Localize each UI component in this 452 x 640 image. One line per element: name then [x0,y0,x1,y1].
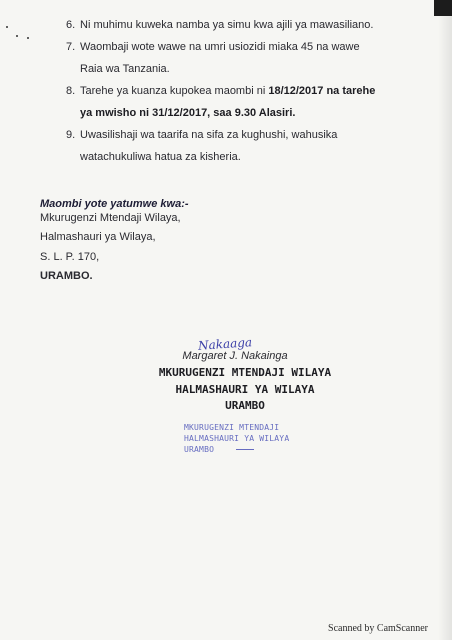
scan-edge-shadow [438,0,452,640]
list-item-8 [66,80,396,124]
scan-speck [27,37,29,39]
item-number: 6. [66,19,76,31]
stamp-line-1: MKURUGENZI MTENDAJI [184,423,280,432]
item-date-end: ya mwisho ni 31/12/2017, saa 9.30 Alasiri. [80,107,296,119]
scan-corner [434,0,452,16]
scan-speck [6,26,8,28]
address-line-3: S. L. P. 170, [40,251,100,263]
address-heading: Maombi yote yatumwe kwa:- [40,198,189,210]
item-text: Uwasilishaji wa taarifa na sifa za kughushi, wahusika [80,129,338,141]
item-date-start: 18/12/2017 na tarehe [268,85,376,97]
list-item-9 [66,124,396,168]
item-text-continued: Raia wa Tanzania. [80,63,170,75]
item-number: 8. [66,85,76,97]
list-item-7 [66,36,396,80]
item-number: 9. [66,129,76,141]
address-line-2: Halmashauri ya Wilaya, [40,231,156,243]
official-stamp [184,422,304,455]
signatory-name: Margaret J. Nakainga [182,350,288,362]
item-text: Tarehe ya kuanza kupokea maombi ni [80,85,269,97]
signatory-title-3: URAMBO [225,399,265,412]
item-text: Ni muhimu kuweka namba ya simu kwa ajili ya mawasiliano. [80,19,374,31]
item-text-continued: watachukuliwa hatua za kisheria. [80,151,241,163]
item-text: Waombaji wote wawe na umri usiozidi miaka 45 na wawe [80,41,360,53]
signatory-title-2: HALMASHAURI YA WILAYA [175,383,315,396]
stamp-rule [236,449,254,450]
signatory-title-1: MKURUGENZI MTENDAJI WILAYA [158,366,332,379]
address-line-4: URAMBO. [40,270,93,282]
scan-speck [16,35,18,37]
stamp-line-3: URAMBO [184,445,215,454]
address-line-1: Mkurugenzi Mtendaji Wilaya, [40,212,181,224]
list-item-6 [66,14,396,36]
item-number: 7. [66,41,76,53]
scanner-watermark: Scanned by CamScanner [328,623,428,634]
stamp-line-2: HALMASHAURI YA WILAYA [184,434,290,443]
handwritten-signature: Nakaaga [197,335,253,353]
